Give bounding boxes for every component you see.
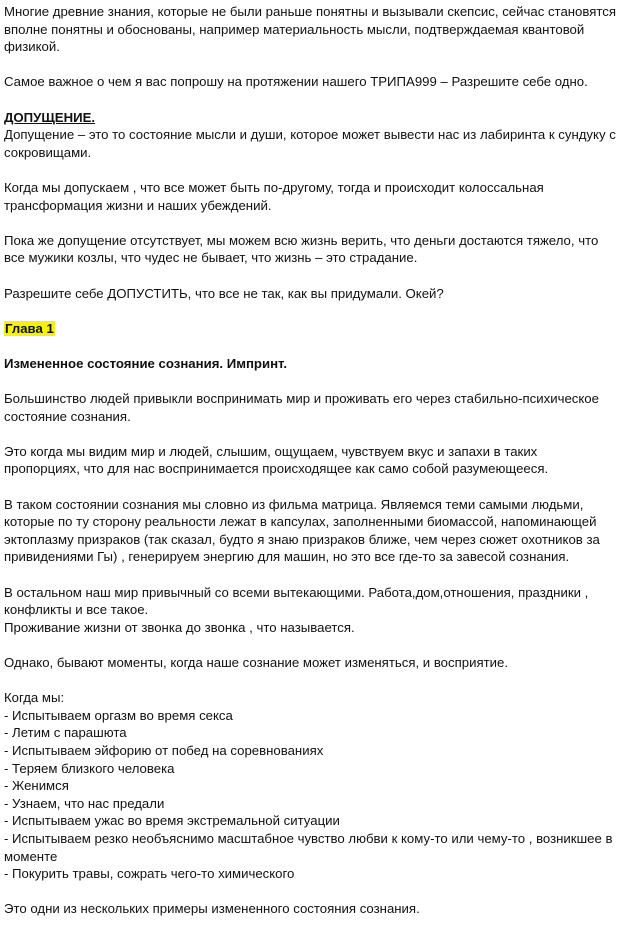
list-item: - Женимся: [4, 778, 69, 794]
text-line: Проживание жизни от звонка до звонка , что называется.: [4, 619, 355, 635]
examples-list: [4, 689, 614, 883]
assumption-heading: ДОПУЩЕНИЕ.: [4, 109, 96, 125]
text-line: которые по ту сторону реальности лежат в капсулах, заполненными биомассой, напоминающей: [4, 514, 597, 530]
text-line: физикой.: [4, 39, 60, 55]
conclusion-paragraph: [4, 900, 614, 918]
text-line: конфликты и все такое.: [4, 602, 149, 618]
text-line: эктоплазму призраков (так сказал, будто я знаю призраков ближе, чем через сюжет охотников за: [4, 531, 600, 547]
otherwise-paragraph: [4, 584, 614, 637]
text-line: Когда мы допускаем , что все может быть по-другому, тогда и происходит колоссальная: [4, 179, 544, 195]
text-line: В остальном наш мир привычный со всеми вытекающими. Работа,дом,отношения, праздники ,: [4, 584, 589, 600]
text-line: Разрешите себе ДОПУСТИТЬ, что все не так, как вы придумали. Окей?: [4, 285, 444, 301]
text-line: трансформация жизни и наших убеждений.: [4, 197, 272, 213]
list-item: моменте: [4, 848, 58, 864]
text-line: Допущение – это то состояние мысли и души, которое может вывести нас из лабиринта к сундуку с: [4, 127, 616, 143]
list-item: - Покурить травы, сожрать чего-то химического: [4, 866, 295, 882]
allow-paragraph: [4, 285, 614, 303]
text-line: В таком состоянии сознания мы словно из фильма матрица. Являемся теми самыми людьми,: [4, 496, 584, 512]
list-lead: Когда мы:: [4, 690, 65, 706]
list-item: - Испытываем оргазм во время секса: [4, 707, 233, 723]
list-item: - Узнаем, что нас предали: [4, 795, 165, 811]
absence-paragraph: [4, 232, 614, 267]
when-we-see-paragraph: [4, 443, 614, 478]
list-item: - Испытываем резко необъяснимо масштабное чувство любви к кому-то или чему-то , возникшее в: [4, 830, 613, 846]
chapter-title: Измененное состояние сознания. Импринт.: [4, 355, 288, 371]
assumption-section: [4, 109, 614, 162]
text-line: Многие древние знания, которые не были раньше понятны и вызывали скепсис, сейчас становятся: [4, 4, 617, 19]
chapter-title-paragraph: [4, 355, 614, 373]
list-item: - Теряем близкого человека: [4, 760, 175, 776]
text-line: привидениями Гы) , генерируем энергию для машин, но это все где-то за завесой сознания.: [4, 549, 570, 565]
transformation-paragraph: [4, 179, 614, 214]
however-paragraph: [4, 654, 614, 672]
text-line: пропорциях, что для нас воспринимается происходящее как само собой разумеющееся.: [4, 461, 549, 477]
text-line: Это одни из нескольких примеры измененного состояния сознания.: [4, 901, 420, 917]
text-line: Это когда мы видим мир и людей, слышим, ощущаем, чувствуем вкус и запахи в таких: [4, 443, 538, 459]
text-line: состояние сознания.: [4, 408, 131, 424]
list-item: - Летим с парашюта: [4, 725, 127, 741]
chapter-label: [4, 320, 614, 338]
text-line: Самое важное о чем я вас попрошу на протяжении нашего ТРИПА999 – Разрешите себе одно.: [4, 74, 588, 90]
majority-paragraph: [4, 390, 614, 425]
chapter-heading: Глава 1: [5, 320, 54, 336]
text-line: все мужики козлы, что чудес не бывает, что жизнь – это страдание.: [4, 250, 418, 266]
text-line: вполне понятны и обоснованы, например материальность мысли, подтверждаемая квантовой: [4, 21, 585, 37]
text-line: Пока же допущение отсутствует, мы можем всю жизнь верить, что деньги достаются тяжело, что: [4, 232, 599, 248]
list-item: - Испытываем ужас во время экстремальной ситуации: [4, 813, 340, 829]
text-line: сокровищами.: [4, 144, 92, 160]
intro-paragraph: [4, 3, 617, 56]
list-item: - Испытываем эйфорию от побед на соревнованиях: [4, 742, 324, 758]
request-paragraph: [4, 73, 614, 91]
text-line: Однако, бывают моменты, когда наше сознание может изменяться, и восприятие.: [4, 654, 509, 670]
text-line: Большинство людей привыкли воспринимать мир и проживать его через стабильно-психическое: [4, 391, 599, 407]
matrix-paragraph: [4, 496, 614, 566]
